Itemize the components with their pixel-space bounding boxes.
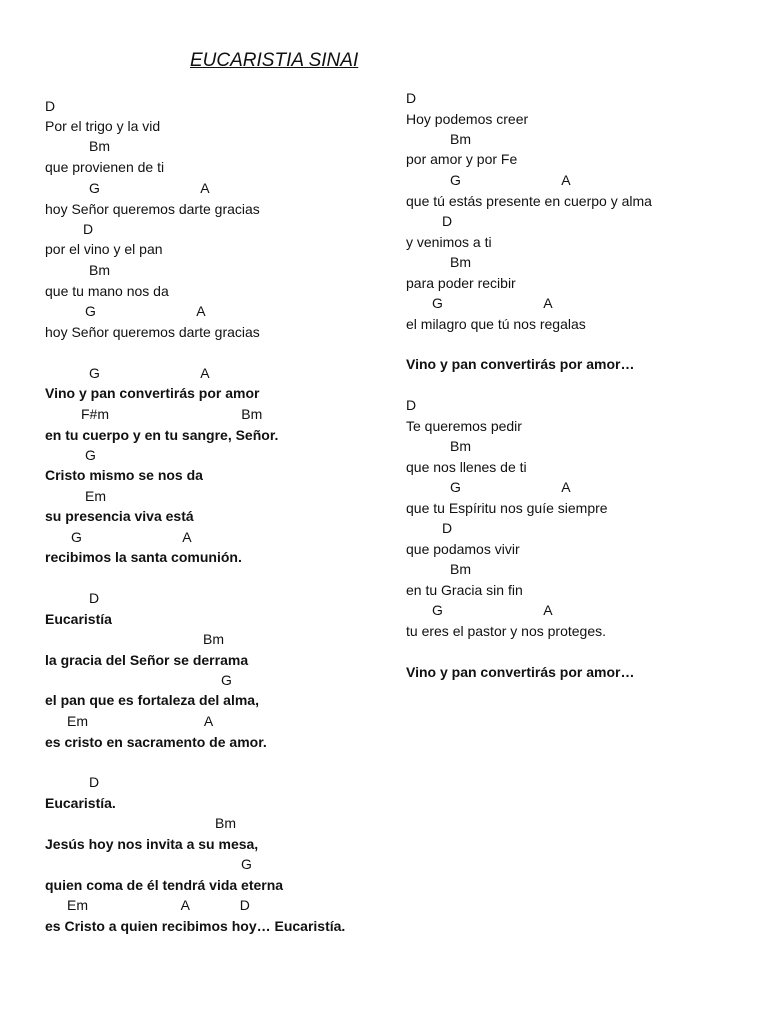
lyric-line: es cristo en sacramento de amor. [45, 734, 267, 750]
lyric-line: Eucaristía. [45, 795, 116, 811]
chord-line: Bm [450, 131, 471, 147]
chord-line: G [221, 672, 232, 688]
chord-line: D [442, 213, 453, 229]
lyric-line: Vino y pan convertirás por amor… [406, 356, 635, 372]
lyric-line: que nos llenes de ti [406, 459, 527, 475]
chord-line: D [89, 590, 100, 606]
lyric-line: que podamos vivir [406, 541, 520, 557]
page-title: EUCARISTIA SINAI [190, 50, 359, 71]
lyric-line: y venimos a ti [406, 234, 492, 250]
chord-line: Bm [203, 631, 224, 647]
lyric-line: Hoy podemos creer [406, 111, 529, 127]
chord-line: G [85, 447, 96, 463]
chord-line: G A [432, 602, 553, 618]
chord-line: G A [450, 479, 571, 495]
chord-line: Em [85, 488, 106, 504]
chord-line: G A [89, 180, 210, 196]
lyric-line: es Cristo a quien recibimos hoy… Eucaristía. [45, 918, 346, 934]
lyric-line: Jesús hoy nos invita a su mesa, [45, 836, 259, 852]
chord-line: Bm [89, 262, 110, 278]
lyric-line: en tu cuerpo y en tu sangre, Señor. [45, 427, 279, 443]
chord-line: G [241, 856, 252, 872]
chord-line: D [89, 774, 100, 790]
lyric-line: Cristo mismo se nos da [45, 467, 203, 483]
lyric-line: que tu Espíritu nos guíe siempre [406, 500, 608, 516]
lyric-line: Eucaristía [45, 611, 112, 627]
lyric-line: que tú estás presente en cuerpo y alma [406, 193, 652, 209]
lyric-line: el milagro que tú nos regalas [406, 316, 586, 332]
lyric-line: en tu Gracia sin fin [406, 582, 523, 598]
lyric-line: que tu mano nos da [45, 283, 169, 299]
chord-line: G A [85, 303, 206, 319]
lyric-line: Por el trigo y la vid [45, 118, 161, 134]
lyric-line: el pan que es fortaleza del alma, [45, 692, 259, 708]
chord-line: D [442, 520, 453, 536]
lyric-line: hoy Señor queremos darte gracias [45, 201, 260, 217]
lyric-line: por amor y por Fe [406, 151, 518, 167]
lyric-line: por el vino y el pan [45, 241, 163, 257]
lyric-line: quien coma de él tendrá vida eterna [45, 877, 284, 893]
chord-line: Em A D [67, 897, 250, 913]
chord-line: D [83, 221, 94, 237]
lyric-line: que provienen de ti [45, 159, 165, 175]
chord-line: Bm [215, 815, 236, 831]
chord-line: Bm [89, 138, 110, 154]
lyric-line: Vino y pan convertirás por amor… [406, 664, 635, 680]
chord-line: Bm [450, 438, 471, 454]
chord-line: Em A [67, 713, 214, 729]
chord-line: Bm [450, 561, 471, 577]
lyric-line: Vino y pan convertirás por amor [45, 385, 260, 401]
lyric-line: Te queremos pedir [406, 418, 522, 434]
lyric-line: tu eres el pastor y nos proteges. [406, 623, 606, 639]
lyric-line: la gracia del Señor se derrama [45, 652, 249, 668]
chord-line: D [45, 98, 56, 114]
chord-line: G A [432, 295, 553, 311]
chord-line: D [406, 397, 417, 413]
chord-line: G A [450, 172, 571, 188]
chord-line: Bm [450, 254, 471, 270]
chord-line: D [406, 90, 417, 106]
chord-line: G A [71, 529, 192, 545]
chord-line: F#m Bm [81, 406, 263, 422]
lyric-line: hoy Señor queremos darte gracias [45, 324, 260, 340]
lyric-line: para poder recibir [406, 275, 516, 291]
lyric-line: recibimos la santa comunión. [45, 549, 242, 565]
lyric-line: su presencia viva está [45, 508, 194, 524]
chord-line: G A [89, 365, 210, 381]
